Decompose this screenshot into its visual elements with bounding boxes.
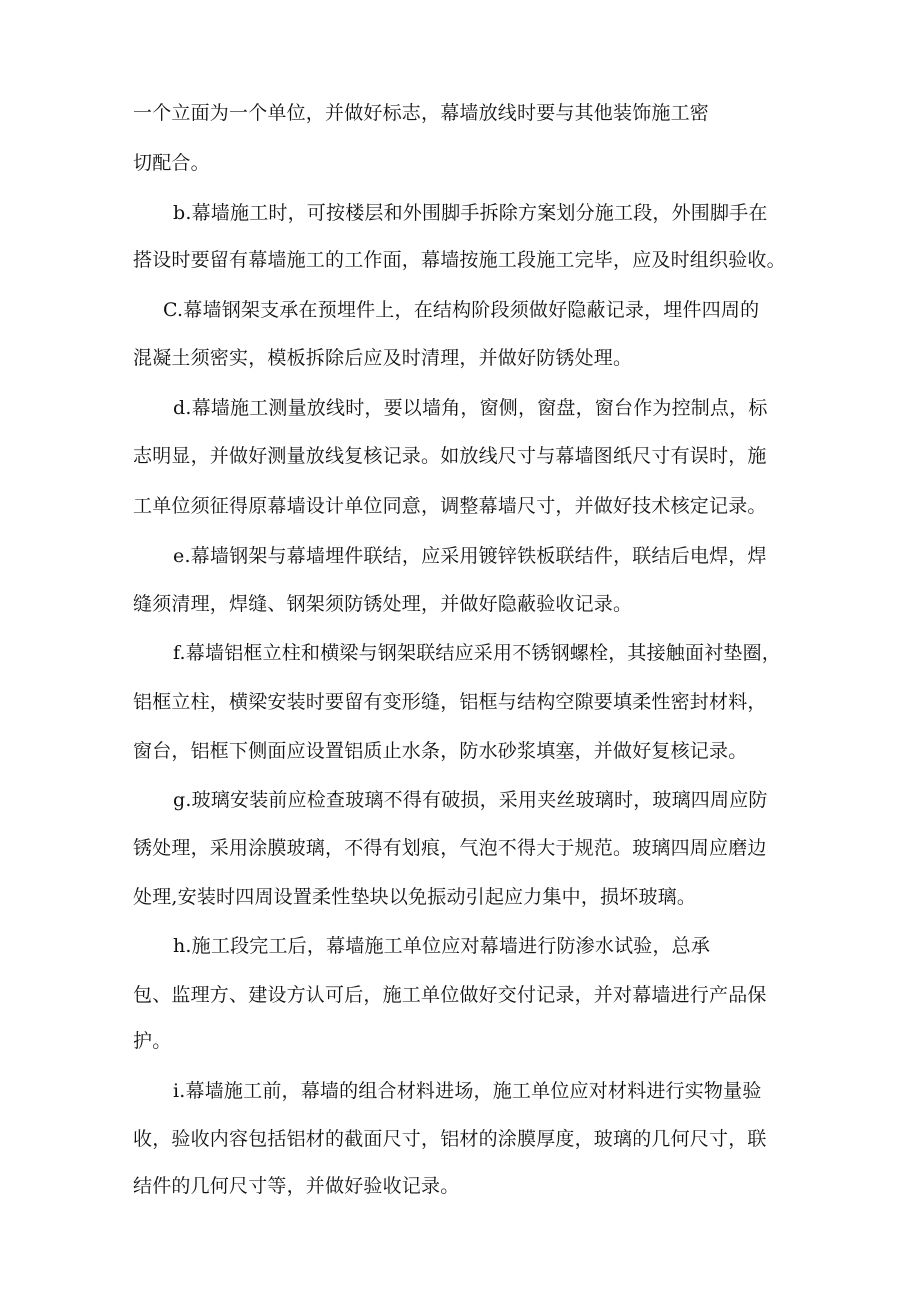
paragraph-c-line-2: 混凝土须密实，模板拆除后应及时清理，并做好防锈处理。 (133, 347, 633, 369)
paragraph-d-line-1: d.幕墙施工测量放线时，要以墙角，窗侧，窗盘，窗台作为控制点，标 (173, 397, 768, 419)
paragraph-intro-line-2: 切配合。 (133, 152, 210, 174)
paragraph-h-line-1: h.施工段完工后，幕墙施工单位应对幕墙进行防渗水试验，总承 (173, 935, 711, 957)
paragraph-b-line-1: b.幕墙施工时，可按楼层和外围脚手拆除方案划分施工段，外围脚手在 (173, 202, 768, 224)
paragraph-g-line-1: g.玻璃安装前应检查玻璃不得有破损，采用夹丝玻璃时，玻璃四周应防 (173, 789, 768, 811)
paragraph-intro-line-1: 一个立面为一个单位，并做好标志，幕墙放线时要与其他装饰施工密 (133, 102, 710, 124)
paragraph-b-line-2: 搭设时要留有幕墙施工的工作面，幕墙按施工段施工完毕，应及时组织验收。 (133, 249, 786, 271)
paragraph-i-line-1: i.幕墙施工前，幕墙的组合材料进场，施工单位应对材料进行实物量验 (173, 1080, 762, 1102)
paragraph-e-line-1: e.幕墙钢架与幕墙埋件联结，应采用镀锌铁板联结件，联结后电焊，焊 (173, 545, 767, 567)
paragraph-g-line-3: 处理,安装时四周设置柔性垫块以免振动引起应力集中，损坏玻璃。 (133, 886, 697, 908)
paragraph-f-line-3: 窗台，铝框下侧面应设置铝质止水条，防水砂浆填塞，并做好复核记录。 (133, 740, 748, 762)
paragraph-d-line-3: 工单位须征得原幕墙设计单位同意，调整幕墙尺寸，并做好技术核定记录。 (133, 495, 767, 517)
paragraph-h-line-3: 护。 (133, 1030, 172, 1052)
paragraph-e-line-2: 缝须清理，焊缝、钢架须防锈处理，并做好隐蔽验收记录。 (133, 593, 633, 615)
paragraph-g-line-2: 锈处理，采用涂膜玻璃，不得有划痕，气泡不得大于规范。玻璃四周应磨边 (133, 837, 767, 859)
paragraph-i-line-3: 结件的几何尺寸等，并做好验收记录。 (133, 1175, 460, 1197)
paragraph-h-line-2: 包、监理方、建设方认可后，施工单位做好交付记录，并对幕墙进行产品保 (133, 984, 767, 1006)
paragraph-i-line-2: 收，验收内容包括铝材的截面尺寸，铝材的涂膜厚度，玻璃的几何尺寸，联 (133, 1128, 767, 1150)
paragraph-f-line-2: 铝框立柱，横梁安装时要留有变形缝，铝框与结构空隙要填柔性密封材料， (133, 691, 767, 713)
paragraph-d-line-2: 志明显，并做好测量放线复核记录。如放线尺寸与幕墙图纸尺寸有误时，施 (133, 445, 767, 467)
paragraph-f-line-1: f.幕墙铝框立柱和横梁与钢架联结应采用不锈钢螺栓，其接触面衬垫圈， (173, 642, 781, 664)
paragraph-c-line-1: C.幕墙钢架支承在预埋件上，在结构阶段须做好隐蔽记录，埋件四周的 (163, 299, 760, 321)
